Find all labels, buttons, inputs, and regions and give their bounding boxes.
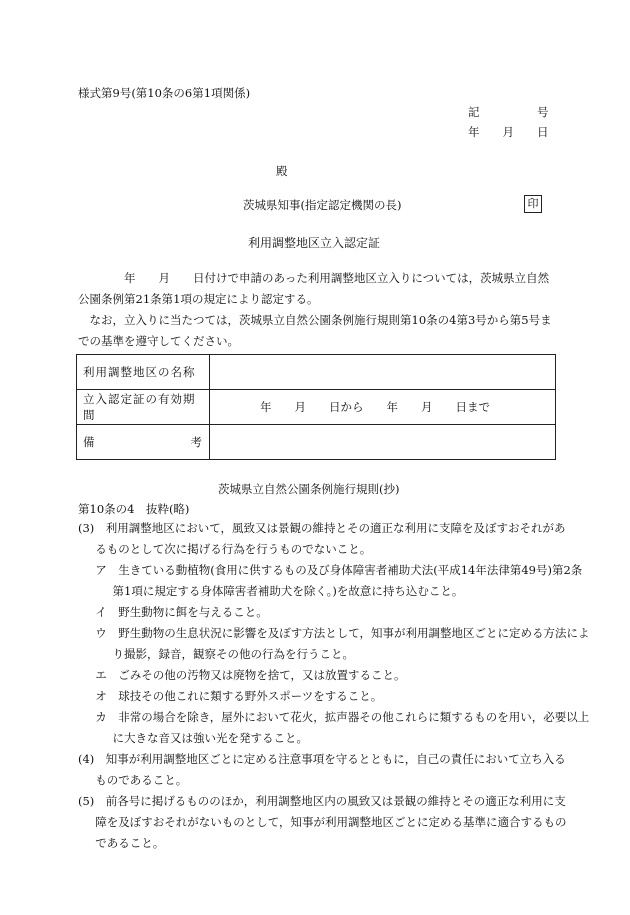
record-number-line: 記 号 — [468, 105, 549, 119]
form-number: 様式第9号(第10条の6第1項関係) — [78, 86, 251, 100]
notice-paragraph: なお，立入りに当たつては，茨城県立自然公園条例施行規則第10条の4第3号から第5号までの基準を遵守してください。 — [78, 313, 552, 348]
excerpt-item-4: (4) 知事が利用調整地区ごとに定める注意事項を守るとともに，自己の責任において立ち入るものであること。 — [78, 752, 566, 787]
issue-date-line: 年 月 日 — [468, 125, 549, 139]
excerpt-item-3: (3) 利用調整地区において，風致又は景観の維持とその適正な利用に支障を及ぼすおそれがあるものとして次に掲げる行為を行うものでないこと。 — [78, 521, 566, 556]
remarks-label — [77, 425, 210, 460]
excerpt-item-3-o: オ 球技その他これに類する野外スポーツをすること。 — [95, 689, 383, 703]
table-row — [77, 390, 556, 425]
excerpt-item-3-i: イ 野生動物に餌を与えること。 — [95, 605, 268, 619]
excerpt-item-3-ka: カ 非常の場合を除き，屋外において花火，拡声器その他これらに類するものを用い，必要以上に大きな音又は強い光を発すること。 — [95, 710, 590, 745]
area-name-label: 利用調整地区の名称 — [77, 355, 210, 390]
remarks-label-part1: 備 — [83, 435, 96, 449]
document-title: 利用調整地区立入認定証 — [248, 236, 381, 250]
seal-mark — [524, 195, 542, 213]
approval-paragraph: 年 月 日付けで申請のあった利用調整地区立入りについては，茨城県立自然公園条例第21条第1項の規定により認定する。 — [78, 271, 550, 306]
validity-period-label: 立入認定証の有効期間 — [77, 390, 210, 425]
excerpt-article: 第10条の4 抜粋(略) — [78, 502, 190, 516]
remarks-label-part2: 考 — [190, 435, 203, 449]
excerpt-item-3-u: ウ 野生動物の生息状況に影響を及ぼす方法として，知事が利用調整地区ごとに定める方法により撮影，録音，観察その他の行為を行うこと。 — [95, 626, 590, 661]
validity-period-value: 年 月 日から 年 月 日まで — [210, 390, 556, 425]
excerpt-item-3-a: ア 生きている動植物(食用に供するもの及び身体障害者補助犬法(平成14年法律第49号)第2条第1項に規定する身体障害者補助犬を除く。)を故意に持ち込むこと。 — [95, 563, 583, 598]
area-name-value — [210, 355, 556, 390]
issuer-name: 茨城県知事(指定認定機関の長) — [243, 198, 402, 212]
addressee-suffix: 殿 — [276, 164, 288, 178]
excerpt-title: 茨城県立自然公園条例施行規則(抄) — [218, 482, 400, 496]
table-row — [77, 355, 556, 390]
remarks-value — [210, 425, 556, 460]
seal-stamp: 印 — [524, 195, 542, 213]
table-row — [77, 425, 556, 460]
certificate-table — [76, 354, 556, 460]
excerpt-item-5: (5) 前各号に掲げるもののほか，利用調整地区内の風致又は景観の維持とその適正な利用に支障を及ぼすおそれがないものとして，知事が利用調整地区ごとに定める基準に適合するものであること。 — [78, 794, 567, 850]
excerpt-item-3-e: エ ごみその他の汚物又は廃物を捨て，又は放置すること。 — [95, 668, 406, 682]
